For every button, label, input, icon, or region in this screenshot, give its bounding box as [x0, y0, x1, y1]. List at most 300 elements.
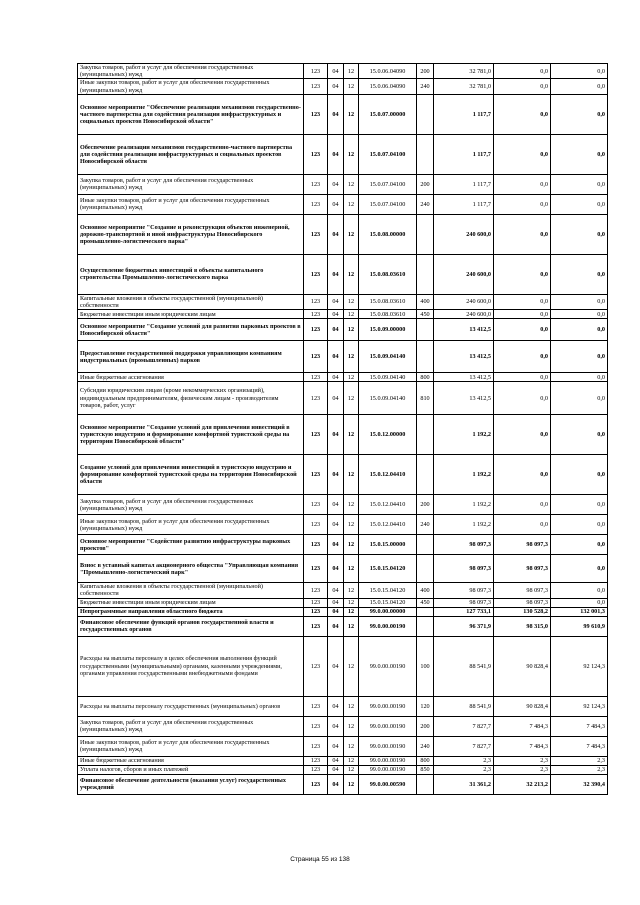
- amount-year-1: 98 097,3: [434, 598, 494, 607]
- subsection-code: 12: [344, 310, 359, 319]
- subsection-code: 12: [344, 765, 359, 774]
- amount-year-3: 0,0: [551, 598, 608, 607]
- target-article-code: 15.0.09.00000: [359, 319, 417, 341]
- section-code: 04: [328, 607, 344, 616]
- subsection-code: 12: [344, 294, 359, 309]
- expense-type-code: 800: [417, 756, 434, 765]
- row-name: Предоставление государственной поддержки управляющим компаниям индустриальных (промышленных) парков: [78, 341, 304, 373]
- target-article-code: 99.0.00.00190: [359, 696, 417, 716]
- expense-type-code: 240: [417, 194, 434, 214]
- table-row: [78, 310, 608, 319]
- amount-year-3: 0,0: [551, 64, 608, 79]
- grbs-code: 123: [304, 382, 328, 415]
- target-article-code: 99.0.00.00590: [359, 774, 417, 794]
- table-row: [78, 616, 608, 636]
- amount-year-3: 0,0: [551, 254, 608, 294]
- subsection-code: 12: [344, 555, 359, 583]
- grbs-code: 123: [304, 616, 328, 636]
- table-row: [78, 636, 608, 696]
- section-code: 04: [328, 341, 344, 373]
- amount-year-1: 240 600,0: [434, 294, 494, 309]
- target-article-code: 99.0.00.00190: [359, 736, 417, 756]
- section-code: 04: [328, 736, 344, 756]
- amount-year-3: 0,0: [551, 415, 608, 455]
- row-name: Иные закупки товаров, работ и услуг для обеспечения государственных (муниципальных) нужд: [78, 736, 304, 756]
- grbs-code: 123: [304, 294, 328, 309]
- expense-type-code: [417, 94, 434, 134]
- section-code: 04: [328, 716, 344, 736]
- target-article-code: 15.0.07.04100: [359, 194, 417, 214]
- table-row: [78, 765, 608, 774]
- budget-table: [77, 63, 608, 795]
- subsection-code: 12: [344, 616, 359, 636]
- expense-type-code: 450: [417, 310, 434, 319]
- subsection-code: 12: [344, 736, 359, 756]
- target-article-code: 15.0.08.03610: [359, 294, 417, 309]
- target-article-code: 15.0.08.03610: [359, 310, 417, 319]
- target-article-code: 15.0.15.04120: [359, 598, 417, 607]
- section-code: 04: [328, 495, 344, 515]
- amount-year-1: 1 117,7: [434, 134, 494, 174]
- section-code: 04: [328, 319, 344, 341]
- amount-year-2: 0,0: [494, 194, 551, 214]
- amount-year-3: 32 390,4: [551, 774, 608, 794]
- expense-type-code: 200: [417, 495, 434, 515]
- expense-type-code: [417, 254, 434, 294]
- page-number: Страница 55 из 138: [290, 856, 350, 863]
- row-name: Иные закупки товаров, работ и услуг для обеспечения государственных (муниципальных) нужд: [78, 194, 304, 214]
- amount-year-1: 1 117,7: [434, 174, 494, 194]
- amount-year-1: 1 117,7: [434, 94, 494, 134]
- table-row: [78, 736, 608, 756]
- section-code: 04: [328, 310, 344, 319]
- table-row: [78, 294, 608, 309]
- section-code: 04: [328, 616, 344, 636]
- grbs-code: 123: [304, 607, 328, 616]
- section-code: 04: [328, 373, 344, 382]
- row-name: Иные закупки товаров, работ и услуг для обеспечения государственных (муниципальных) нужд: [78, 515, 304, 535]
- amount-year-3: 99 610,9: [551, 616, 608, 636]
- subsection-code: 12: [344, 583, 359, 598]
- grbs-code: 123: [304, 555, 328, 583]
- grbs-code: 123: [304, 495, 328, 515]
- table-row: [78, 319, 608, 341]
- table-row: [78, 535, 608, 555]
- expense-type-code: 100: [417, 636, 434, 696]
- target-article-code: 15.0.12.00000: [359, 415, 417, 455]
- amount-year-2: 98 315,0: [494, 616, 551, 636]
- table-row: [78, 382, 608, 415]
- section-code: 04: [328, 756, 344, 765]
- target-article-code: 15.0.15.04120: [359, 583, 417, 598]
- expense-type-code: 240: [417, 515, 434, 535]
- section-code: 04: [328, 174, 344, 194]
- table-row: [78, 94, 608, 134]
- amount-year-1: 98 097,3: [434, 555, 494, 583]
- subsection-code: 12: [344, 696, 359, 716]
- amount-year-2: 98 097,3: [494, 598, 551, 607]
- amount-year-1: 1 117,7: [434, 194, 494, 214]
- table-row: [78, 583, 608, 598]
- table-row: [78, 555, 608, 583]
- amount-year-1: 240 600,0: [434, 310, 494, 319]
- amount-year-3: 0,0: [551, 455, 608, 495]
- table-row: [78, 756, 608, 765]
- section-code: 04: [328, 598, 344, 607]
- expense-type-code: [417, 415, 434, 455]
- table-row: [78, 415, 608, 455]
- table-row: [78, 214, 608, 254]
- table-row: [78, 515, 608, 535]
- subsection-code: 12: [344, 716, 359, 736]
- target-article-code: 15.0.06.04090: [359, 64, 417, 79]
- subsection-code: 12: [344, 455, 359, 495]
- section-code: 04: [328, 415, 344, 455]
- expense-type-code: [417, 607, 434, 616]
- table-row: [78, 64, 608, 79]
- table-row: [78, 341, 608, 373]
- table-row: [78, 134, 608, 174]
- amount-year-3: 2,3: [551, 765, 608, 774]
- target-article-code: 15.0.07.00000: [359, 94, 417, 134]
- amount-year-1: 2,3: [434, 756, 494, 765]
- subsection-code: 12: [344, 515, 359, 535]
- subsection-code: 12: [344, 64, 359, 79]
- section-code: 04: [328, 134, 344, 174]
- row-name: Капитальные вложения в объекты государственной (муниципальной) собственности: [78, 294, 304, 309]
- target-article-code: 15.0.08.03610: [359, 254, 417, 294]
- amount-year-3: 0,0: [551, 515, 608, 535]
- section-code: 04: [328, 194, 344, 214]
- row-name: Бюджетные инвестиции иным юридическим лицам: [78, 598, 304, 607]
- target-article-code: 15.0.08.00000: [359, 214, 417, 254]
- section-code: 04: [328, 696, 344, 716]
- amount-year-1: 96 371,9: [434, 616, 494, 636]
- amount-year-1: 2,3: [434, 765, 494, 774]
- amount-year-1: 1 192,2: [434, 495, 494, 515]
- section-code: 04: [328, 765, 344, 774]
- amount-year-1: 240 600,0: [434, 214, 494, 254]
- grbs-code: 123: [304, 535, 328, 555]
- target-article-code: 15.0.12.04410: [359, 515, 417, 535]
- row-name: Субсидии юридическим лицам (кроме некоммерческих организаций), индивидуальным предпринимателям, физическим лицам - производителям товаров, работ, услуг: [78, 382, 304, 415]
- amount-year-3: 0,0: [551, 294, 608, 309]
- amount-year-2: 0,0: [494, 134, 551, 174]
- amount-year-3: 0,0: [551, 319, 608, 341]
- amount-year-2: 98 097,3: [494, 583, 551, 598]
- amount-year-3: 0,0: [551, 174, 608, 194]
- amount-year-3: 0,0: [551, 94, 608, 134]
- grbs-code: 123: [304, 373, 328, 382]
- row-name: Основное мероприятие "Обеспечение реализации механизмов государственно-частного партнерства для содействия реализации инфраструктурных и социальных проектов Новосибирской области": [78, 94, 304, 134]
- grbs-code: 123: [304, 94, 328, 134]
- expense-type-code: [417, 455, 434, 495]
- amount-year-3: 0,0: [551, 373, 608, 382]
- subsection-code: 12: [344, 134, 359, 174]
- amount-year-3: 92 124,3: [551, 696, 608, 716]
- table-row: [78, 716, 608, 736]
- target-article-code: 99.0.00.00190: [359, 765, 417, 774]
- target-article-code: 99.0.00.00190: [359, 716, 417, 736]
- grbs-code: 123: [304, 254, 328, 294]
- row-name: Обеспечение реализации механизмов государственно-частного партнерства для содействия реализации инфраструктурных и социальных проектов Новосибирской области: [78, 134, 304, 174]
- subsection-code: 12: [344, 341, 359, 373]
- table-row: [78, 79, 608, 94]
- row-name: Закупка товаров, работ и услуг для обеспечения государственных (муниципальных) нужд: [78, 174, 304, 194]
- target-article-code: 99.0.00.00190: [359, 636, 417, 696]
- amount-year-1: 32 781,0: [434, 64, 494, 79]
- expense-type-code: 400: [417, 294, 434, 309]
- section-code: 04: [328, 294, 344, 309]
- grbs-code: 123: [304, 736, 328, 756]
- amount-year-3: 0,0: [551, 555, 608, 583]
- row-name: Основное мероприятие "Создание условий для развития парковых проектов в Новосибирской области": [78, 319, 304, 341]
- amount-year-3: 0,0: [551, 495, 608, 515]
- amount-year-3: 0,0: [551, 310, 608, 319]
- amount-year-3: 0,0: [551, 214, 608, 254]
- expense-type-code: 850: [417, 765, 434, 774]
- amount-year-1: 13 412,5: [434, 382, 494, 415]
- amount-year-2: 0,0: [494, 310, 551, 319]
- subsection-code: 12: [344, 214, 359, 254]
- subsection-code: 12: [344, 382, 359, 415]
- amount-year-2: 0,0: [494, 254, 551, 294]
- amount-year-2: 0,0: [494, 294, 551, 309]
- amount-year-2: 0,0: [494, 174, 551, 194]
- amount-year-1: 1 192,2: [434, 415, 494, 455]
- subsection-code: 12: [344, 535, 359, 555]
- grbs-code: 123: [304, 583, 328, 598]
- expense-type-code: 200: [417, 174, 434, 194]
- expense-type-code: 200: [417, 64, 434, 79]
- table-row: [78, 495, 608, 515]
- row-name: Бюджетные инвестиции иным юридическим лицам: [78, 310, 304, 319]
- table-row: [78, 194, 608, 214]
- target-article-code: 99.0.00.00190: [359, 756, 417, 765]
- amount-year-2: 0,0: [494, 415, 551, 455]
- amount-year-3: 0,0: [551, 79, 608, 94]
- table-row: [78, 455, 608, 495]
- expense-type-code: 120: [417, 696, 434, 716]
- amount-year-1: 88 541,9: [434, 636, 494, 696]
- amount-year-2: 0,0: [494, 373, 551, 382]
- amount-year-1: 13 412,5: [434, 319, 494, 341]
- amount-year-1: 88 541,9: [434, 696, 494, 716]
- subsection-code: 12: [344, 194, 359, 214]
- expense-type-code: 240: [417, 79, 434, 94]
- subsection-code: 12: [344, 254, 359, 294]
- grbs-code: 123: [304, 194, 328, 214]
- amount-year-1: 7 827,7: [434, 716, 494, 736]
- row-name: Создание условий для привлечения инвестиций в туристскую индустрию и формирование комфортной туристской среды на территории Новосибирской области: [78, 455, 304, 495]
- amount-year-1: 240 600,0: [434, 254, 494, 294]
- amount-year-1: 13 412,5: [434, 373, 494, 382]
- amount-year-3: 132 001,3: [551, 607, 608, 616]
- subsection-code: 12: [344, 756, 359, 765]
- amount-year-1: 7 827,7: [434, 736, 494, 756]
- grbs-code: 123: [304, 515, 328, 535]
- expense-type-code: [417, 555, 434, 583]
- subsection-code: 12: [344, 373, 359, 382]
- amount-year-2: 98 097,3: [494, 535, 551, 555]
- amount-year-3: 0,0: [551, 535, 608, 555]
- amount-year-2: 0,0: [494, 455, 551, 495]
- amount-year-2: 0,0: [494, 94, 551, 134]
- row-name: Основное мероприятие "Создание и реконструкция объектов инженерной, дорожно-транспортной и иной инфраструктуры Новосибирского промышленно-логистического парка": [78, 214, 304, 254]
- target-article-code: 15.0.15.04120: [359, 555, 417, 583]
- subsection-code: 12: [344, 174, 359, 194]
- expense-type-code: [417, 319, 434, 341]
- section-code: 04: [328, 94, 344, 134]
- target-article-code: 15.0.07.04100: [359, 134, 417, 174]
- target-article-code: 99.0.00.00190: [359, 616, 417, 636]
- expense-type-code: [417, 774, 434, 794]
- target-article-code: 15.0.12.04410: [359, 495, 417, 515]
- amount-year-2: 98 097,3: [494, 555, 551, 583]
- row-name: Закупка товаров, работ и услуг для обеспечения государственных (муниципальных) нужд: [78, 64, 304, 79]
- grbs-code: 123: [304, 341, 328, 373]
- grbs-code: 123: [304, 64, 328, 79]
- amount-year-3: 0,0: [551, 194, 608, 214]
- table-row: [78, 598, 608, 607]
- table-row: [78, 373, 608, 382]
- amount-year-2: 0,0: [494, 341, 551, 373]
- row-name: Закупка товаров, работ и услуг для обеспечения государственных (муниципальных) нужд: [78, 716, 304, 736]
- section-code: 04: [328, 774, 344, 794]
- subsection-code: 12: [344, 636, 359, 696]
- amount-year-2: 7 484,3: [494, 716, 551, 736]
- grbs-code: 123: [304, 598, 328, 607]
- grbs-code: 123: [304, 79, 328, 94]
- subsection-code: 12: [344, 94, 359, 134]
- row-name: Взнос в уставный капитал акционерного общества "Управляющая компания "Промышленно-логистический парк": [78, 555, 304, 583]
- amount-year-1: 98 097,3: [434, 535, 494, 555]
- expense-type-code: [417, 214, 434, 254]
- row-name: Осуществление бюджетных инвестиций в объекты капитального строительства Промышленно-логистического парка: [78, 254, 304, 294]
- amount-year-3: 7 484,3: [551, 736, 608, 756]
- row-name: Расходы на выплаты персоналу государственных (муниципальных) органов: [78, 696, 304, 716]
- row-name: Уплата налогов, сборов и иных платежей: [78, 765, 304, 774]
- amount-year-2: 130 528,2: [494, 607, 551, 616]
- table-row: [78, 174, 608, 194]
- amount-year-1: 32 781,0: [434, 79, 494, 94]
- grbs-code: 123: [304, 214, 328, 254]
- amount-year-2: 0,0: [494, 79, 551, 94]
- row-name: Закупка товаров, работ и услуг для обеспечения государственных (муниципальных) нужд: [78, 495, 304, 515]
- amount-year-1: 31 361,2: [434, 774, 494, 794]
- target-article-code: 15.0.09.04140: [359, 341, 417, 373]
- amount-year-3: 0,0: [551, 341, 608, 373]
- amount-year-2: 0,0: [494, 64, 551, 79]
- grbs-code: 123: [304, 774, 328, 794]
- amount-year-1: 13 412,5: [434, 341, 494, 373]
- amount-year-1: 98 097,3: [434, 583, 494, 598]
- target-article-code: 15.0.07.04100: [359, 174, 417, 194]
- expense-type-code: 200: [417, 716, 434, 736]
- amount-year-2: 90 828,4: [494, 696, 551, 716]
- row-name: Непрограммные направления областного бюджета: [78, 607, 304, 616]
- target-article-code: 15.0.09.04140: [359, 373, 417, 382]
- amount-year-2: 7 484,3: [494, 736, 551, 756]
- expense-type-code: [417, 341, 434, 373]
- expense-type-code: [417, 134, 434, 174]
- expense-type-code: 240: [417, 736, 434, 756]
- amount-year-1: 1 192,2: [434, 455, 494, 495]
- row-name: Основное мероприятие "Содействие развитию инфраструктуры парковых проектов": [78, 535, 304, 555]
- grbs-code: 123: [304, 174, 328, 194]
- section-code: 04: [328, 79, 344, 94]
- row-name: Иные бюджетные ассигнования: [78, 373, 304, 382]
- expense-type-code: [417, 535, 434, 555]
- section-code: 04: [328, 555, 344, 583]
- row-name: Основное мероприятие "Создание условий для привлечения инвестиций в туристскую индустрию и формирование комфортной туристской среды на территории Новосибирской области": [78, 415, 304, 455]
- target-article-code: 15.0.09.04140: [359, 382, 417, 415]
- amount-year-2: 0,0: [494, 382, 551, 415]
- row-name: Иные закупки товаров, работ и услуг для обеспечения государственных (муниципальных) нужд: [78, 79, 304, 94]
- target-article-code: 15.0.12.04410: [359, 455, 417, 495]
- table-row: [78, 696, 608, 716]
- grbs-code: 123: [304, 455, 328, 495]
- subsection-code: 12: [344, 495, 359, 515]
- grbs-code: 123: [304, 319, 328, 341]
- grbs-code: 123: [304, 696, 328, 716]
- row-name: Капитальные вложения в объекты государственной (муниципальной) собственности: [78, 583, 304, 598]
- amount-year-1: 127 733,1: [434, 607, 494, 616]
- row-name: Иные бюджетные ассигнования: [78, 756, 304, 765]
- subsection-code: 12: [344, 598, 359, 607]
- section-code: 04: [328, 535, 344, 555]
- amount-year-2: 32 213,2: [494, 774, 551, 794]
- subsection-code: 12: [344, 607, 359, 616]
- table-row: [78, 254, 608, 294]
- amount-year-3: 0,0: [551, 583, 608, 598]
- subsection-code: 12: [344, 415, 359, 455]
- row-name: Финансовое обеспечение функций органов государственной власти и государственных органов: [78, 616, 304, 636]
- table-row: [78, 607, 608, 616]
- row-name: Расходы на выплаты персоналу в целях обеспечения выполнения функций государственными (муниципальными) органами, казенными учреждениями, органами управления государственными внебюджетными фондами: [78, 636, 304, 696]
- section-code: 04: [328, 64, 344, 79]
- section-code: 04: [328, 382, 344, 415]
- grbs-code: 123: [304, 716, 328, 736]
- amount-year-3: 2,3: [551, 756, 608, 765]
- amount-year-3: 0,0: [551, 134, 608, 174]
- section-code: 04: [328, 636, 344, 696]
- grbs-code: 123: [304, 636, 328, 696]
- section-code: 04: [328, 455, 344, 495]
- amount-year-2: 0,0: [494, 319, 551, 341]
- section-code: 04: [328, 515, 344, 535]
- amount-year-3: 7 484,3: [551, 716, 608, 736]
- expense-type-code: [417, 616, 434, 636]
- expense-type-code: 450: [417, 598, 434, 607]
- amount-year-2: 0,0: [494, 495, 551, 515]
- amount-year-2: 0,0: [494, 214, 551, 254]
- grbs-code: 123: [304, 415, 328, 455]
- section-code: 04: [328, 214, 344, 254]
- amount-year-3: 0,0: [551, 382, 608, 415]
- subsection-code: 12: [344, 319, 359, 341]
- section-code: 04: [328, 583, 344, 598]
- grbs-code: 123: [304, 765, 328, 774]
- amount-year-1: 1 192,2: [434, 515, 494, 535]
- target-article-code: 99.0.00.00000: [359, 607, 417, 616]
- expense-type-code: 800: [417, 373, 434, 382]
- grbs-code: 123: [304, 756, 328, 765]
- amount-year-2: 2,3: [494, 756, 551, 765]
- grbs-code: 123: [304, 310, 328, 319]
- subsection-code: 12: [344, 79, 359, 94]
- amount-year-2: 2,3: [494, 765, 551, 774]
